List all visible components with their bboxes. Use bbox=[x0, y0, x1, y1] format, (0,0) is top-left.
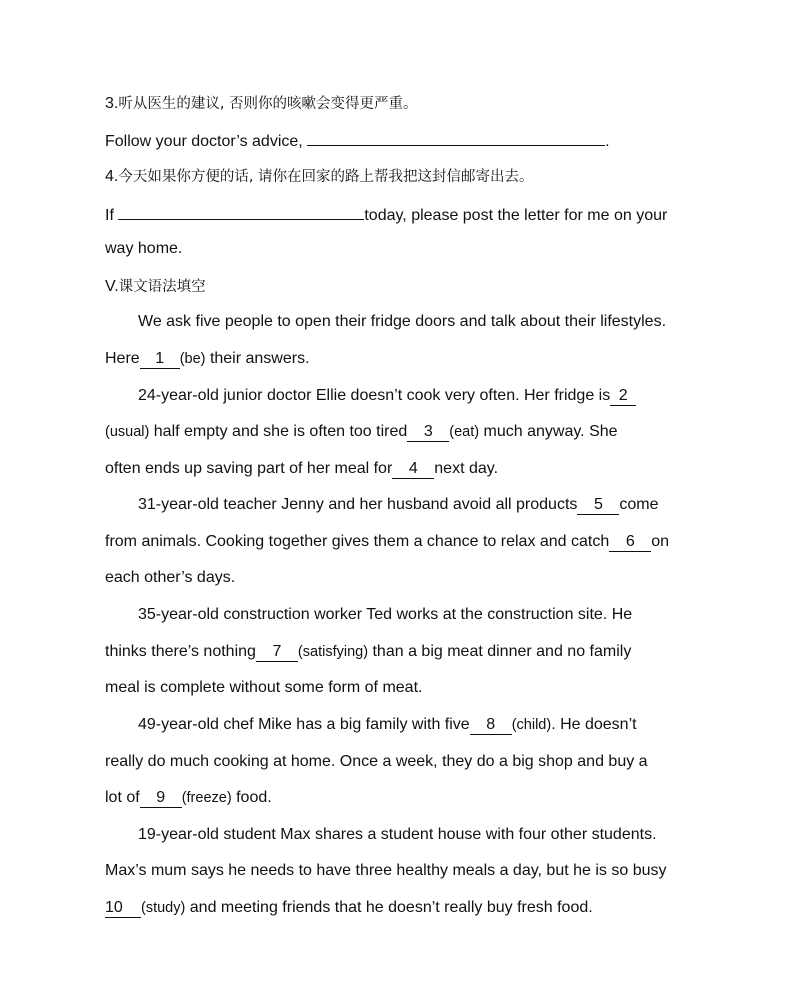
p1-text-b: their answers. bbox=[209, 350, 310, 367]
p2-text-b: half empty and she is often too tired bbox=[153, 423, 408, 440]
q3-answer-blank[interactable] bbox=[307, 129, 605, 146]
p1-line-1: We ask five people to open their fridge doors and talk about their lifestyles. bbox=[138, 313, 667, 330]
q4-continuation: way home. bbox=[105, 240, 183, 257]
p3-line-2 bbox=[105, 532, 669, 552]
p6-line-3 bbox=[105, 898, 593, 918]
q4-number: 4. bbox=[105, 168, 119, 185]
q4-answer-line bbox=[105, 203, 667, 226]
p3-text-b: come bbox=[619, 496, 659, 513]
q3-answer-line bbox=[105, 129, 610, 152]
p3-text-c: from animals. Cooking together gives them a chance to relax and catch bbox=[105, 533, 610, 550]
hint-1: (be) bbox=[179, 351, 206, 367]
hint-7: (satisfying) bbox=[297, 644, 369, 660]
p3-text-a: 31-year-old teacher Jenny and her husband avoid all products bbox=[138, 496, 578, 513]
p2-line-1 bbox=[138, 386, 636, 406]
hint-10: (study) bbox=[141, 900, 186, 916]
hint-8: (child) bbox=[511, 717, 552, 733]
q4-mid-text: today, please post the letter for me on your bbox=[364, 207, 668, 224]
blank-9[interactable]: 9 bbox=[140, 788, 182, 808]
blank-2[interactable]: 2 bbox=[610, 386, 636, 406]
p5-line-3 bbox=[105, 788, 272, 808]
q3-end-text: . bbox=[605, 133, 610, 150]
p5-line-2: really do much cooking at home. Once a week, they do a big shop and buy a bbox=[105, 753, 648, 770]
p4-line-2 bbox=[105, 642, 631, 662]
p5-text-c: lot of bbox=[105, 789, 140, 806]
p6-text-c: and meeting friends that he doesn’t really buy fresh food. bbox=[189, 899, 593, 916]
blank-1[interactable]: 1 bbox=[140, 349, 180, 369]
p1-text-a: Here bbox=[105, 350, 140, 367]
p3-text-d: on bbox=[651, 533, 670, 550]
q3-chinese: 听从医生的建议, 否则你的咳嗽会变得更严重。 bbox=[118, 96, 418, 112]
p6-line-2: Max’s mum says he needs to have three healthy meals a day, but he is so busy bbox=[105, 862, 667, 879]
q4-start-text: If bbox=[105, 207, 114, 224]
hint-9: (freeze) bbox=[181, 790, 232, 806]
q4-chinese: 今天如果你方便的话, 请你在回家的路上帮我把这封信邮寄出去。 bbox=[118, 169, 534, 185]
p4-line-3: meal is complete without some form of meat. bbox=[105, 679, 423, 696]
blank-5[interactable]: 5 bbox=[577, 495, 619, 515]
section-number: V. bbox=[105, 278, 119, 295]
blank-7[interactable]: 7 bbox=[256, 642, 298, 662]
blank-10[interactable]: 10 bbox=[105, 898, 141, 918]
p5-text-d: food. bbox=[236, 789, 272, 806]
p4-line-1: 35-year-old construction worker Ted works at the construction site. He bbox=[138, 606, 633, 623]
p1-line-2 bbox=[105, 349, 310, 369]
blank-6[interactable]: 6 bbox=[609, 532, 651, 552]
p5-line-1 bbox=[138, 715, 637, 735]
blank-8[interactable]: 8 bbox=[470, 715, 512, 735]
p2-text-d: often ends up saving part of her meal for bbox=[105, 460, 393, 477]
q4-prompt bbox=[105, 167, 534, 187]
q3-start-text: Follow your doctor’s advice, bbox=[105, 133, 303, 150]
p2-line-2 bbox=[105, 422, 618, 442]
q3-prompt bbox=[105, 94, 418, 114]
p2-line-3 bbox=[105, 459, 498, 479]
blank-3[interactable]: 3 bbox=[407, 422, 449, 442]
p4-text-a: thinks there’s nothing bbox=[105, 643, 256, 660]
p2-text-e: next day. bbox=[434, 460, 499, 477]
hint-2: (usual) bbox=[105, 424, 150, 440]
hint-3: (eat) bbox=[449, 424, 480, 440]
p5-text-b: . He doesn’t bbox=[551, 716, 637, 733]
p6-line-1: 19-year-old student Max shares a student house with four other students. bbox=[138, 826, 657, 843]
q3-number: 3. bbox=[105, 95, 119, 112]
p5-text-a: 49-year-old chef Mike has a big family with five bbox=[138, 716, 470, 733]
p4-text-b: than a big meat dinner and no family bbox=[372, 643, 632, 660]
p3-line-3: each other’s days. bbox=[105, 569, 236, 586]
blank-4[interactable]: 4 bbox=[392, 459, 434, 479]
p2-text-c: much anyway. She bbox=[483, 423, 618, 440]
section-heading bbox=[105, 277, 206, 297]
p3-line-1 bbox=[138, 495, 659, 515]
p2-text-a: 24-year-old junior doctor Ellie doesn’t cook very often. Her fridge is bbox=[138, 387, 611, 404]
q4-answer-blank[interactable] bbox=[118, 203, 364, 220]
section-title: 课文语法填空 bbox=[118, 279, 206, 295]
